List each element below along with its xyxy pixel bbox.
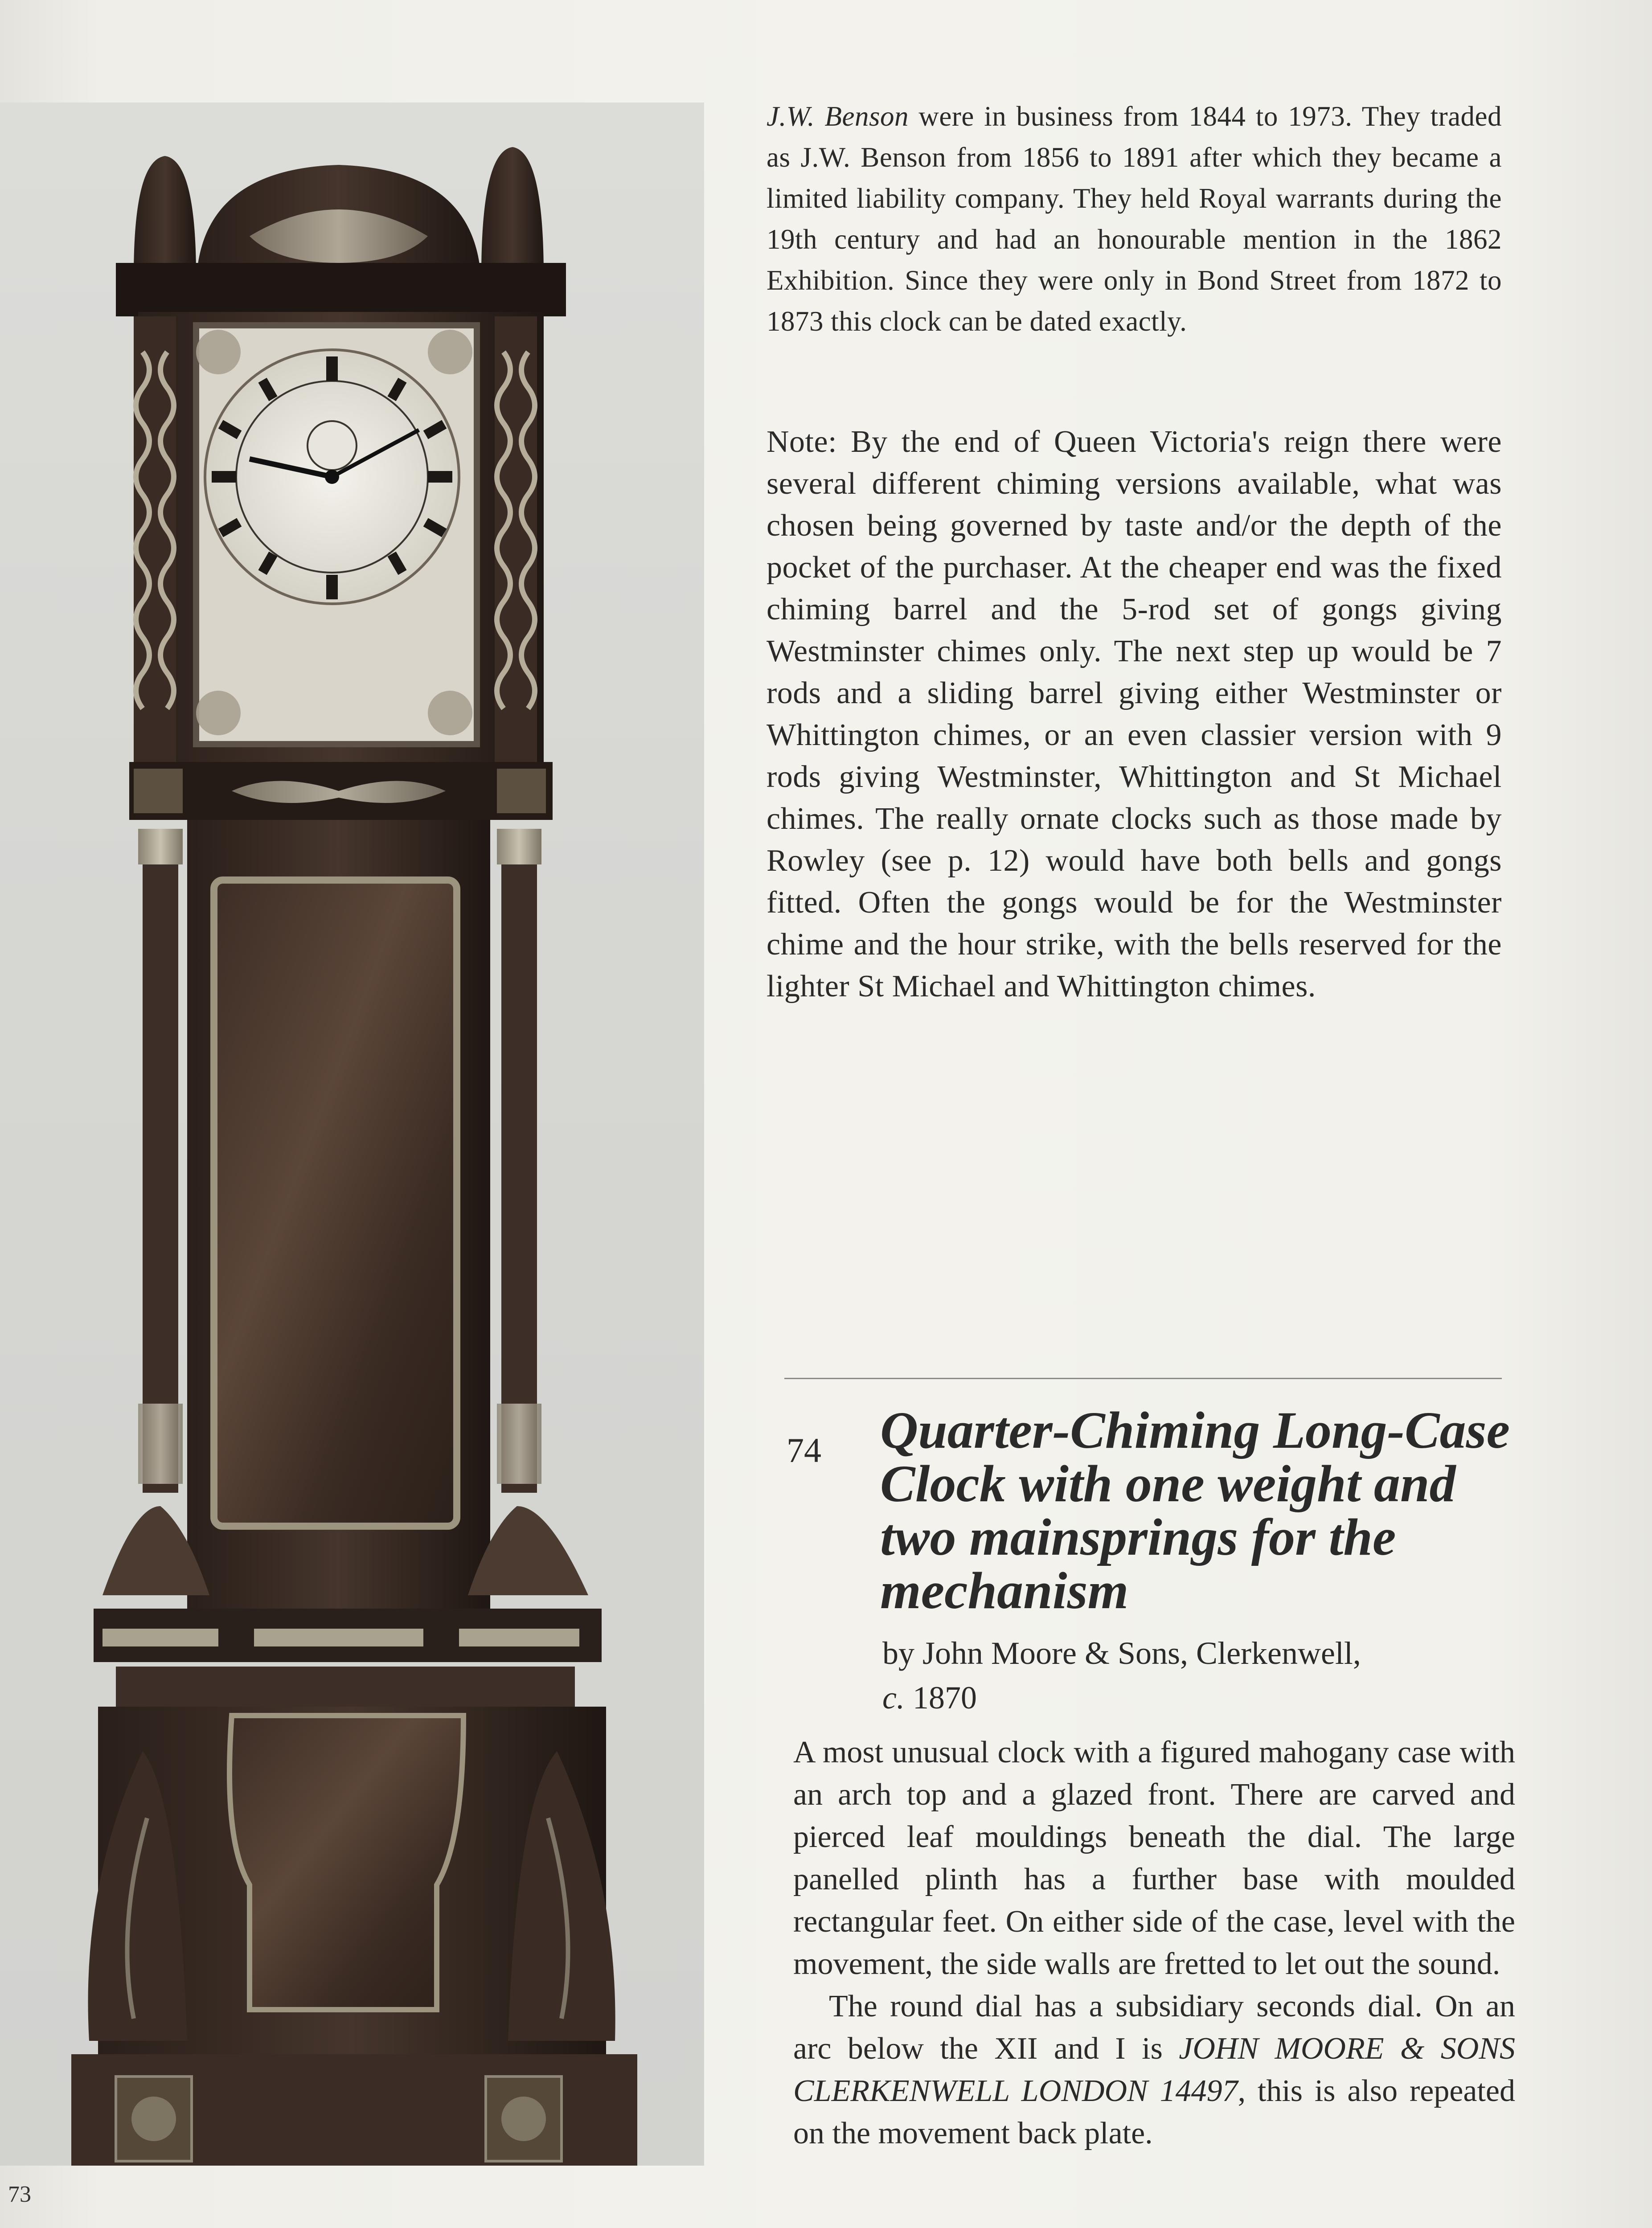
- benson-paragraph: [767, 96, 1502, 342]
- page-number: 73: [8, 2182, 31, 2207]
- right-finial: [481, 147, 544, 276]
- benson-text: were in business from 1844 to 1973. They traded as J.W. Benson from 1856 to 1891 after which they became a limited liability company. They held Royal warrants during the 19th century and had an honourable mention in the 1862 Exhibition. Since they were only in Bond Street from 1872 to 1873 this clock can be dated exactly.: [767, 101, 1502, 337]
- hood-cornice: [116, 263, 566, 316]
- entry-number: 74: [787, 1431, 821, 1470]
- maker-line: by John Moore & Sons, Clerkenwell,: [882, 1635, 1361, 1671]
- trunk-right-column: [501, 847, 537, 1493]
- left-finial: [134, 156, 196, 276]
- trunk-door-panel: [214, 880, 457, 1526]
- entry-title: Quarter-Chiming Long-Case Clock with one weight and two mainsprings for the mechanism: [880, 1401, 1510, 1620]
- entry-description: [793, 1731, 1515, 2154]
- circa-abbrev: c.: [882, 1680, 905, 1716]
- entry-maker: [882, 1631, 1506, 1720]
- maker-year: 1870: [904, 1680, 977, 1716]
- long-case-clock-illustration: [0, 102, 704, 2166]
- note-text: Note: By the end of Queen Victoria's reign there were several different chiming versions available, what was chosen being governed by taste and/or the depth of the pocket of the purchaser. At the cheaper end was the fixed chiming barrel and the 5-rod set of gongs giving Westminster chimes only. The next step up would be 7 rods and a sliding barrel giving either Westminster or Whittington chimes, or an even classier version with 9 rods giving Westminster, Whittington and St Michael chimes. The really ornate clocks such as those made by Rowley (see p. 12) would have both bells and gongs fitted. Often the gongs would be for the Westminster chime and the hour strike, with the bells reserved for the lighter St Michael and Whittington chimes.: [767, 425, 1502, 1003]
- paragraph-2-start: The round dial has a subsidiary seconds dial. On an arc below the XII and I is: [793, 1989, 1515, 2066]
- description-paragraph-2: [793, 1985, 1515, 2154]
- clock-photograph: [0, 102, 704, 2166]
- dial-inscription: JOHN MOORE & SONS CLERKENWELL LONDON 14497: [793, 2031, 1516, 2108]
- seconds-subsidiary-dial: [307, 421, 357, 470]
- section-divider: [784, 1378, 1502, 1379]
- benson-name: J.W. Benson: [767, 101, 909, 132]
- note-paragraph: [767, 421, 1502, 1008]
- description-paragraph-1: A most unusual clock with a figured mahogany case with an arch top and a glazed front. There are carved and pierced leaf mouldings beneath the dial. The large panelled plinth has a further base with moulded rectangular feet. On either side of the case, level with the movement, the side walls are fretted to let out the sound.: [793, 1735, 1515, 1981]
- maker-date: [882, 1675, 1506, 1720]
- plinth-panel: [230, 1716, 463, 2010]
- paragraph-2-end: , this is also repeated on the movement back plate.: [793, 2074, 1515, 2150]
- trunk-left-column: [143, 847, 178, 1493]
